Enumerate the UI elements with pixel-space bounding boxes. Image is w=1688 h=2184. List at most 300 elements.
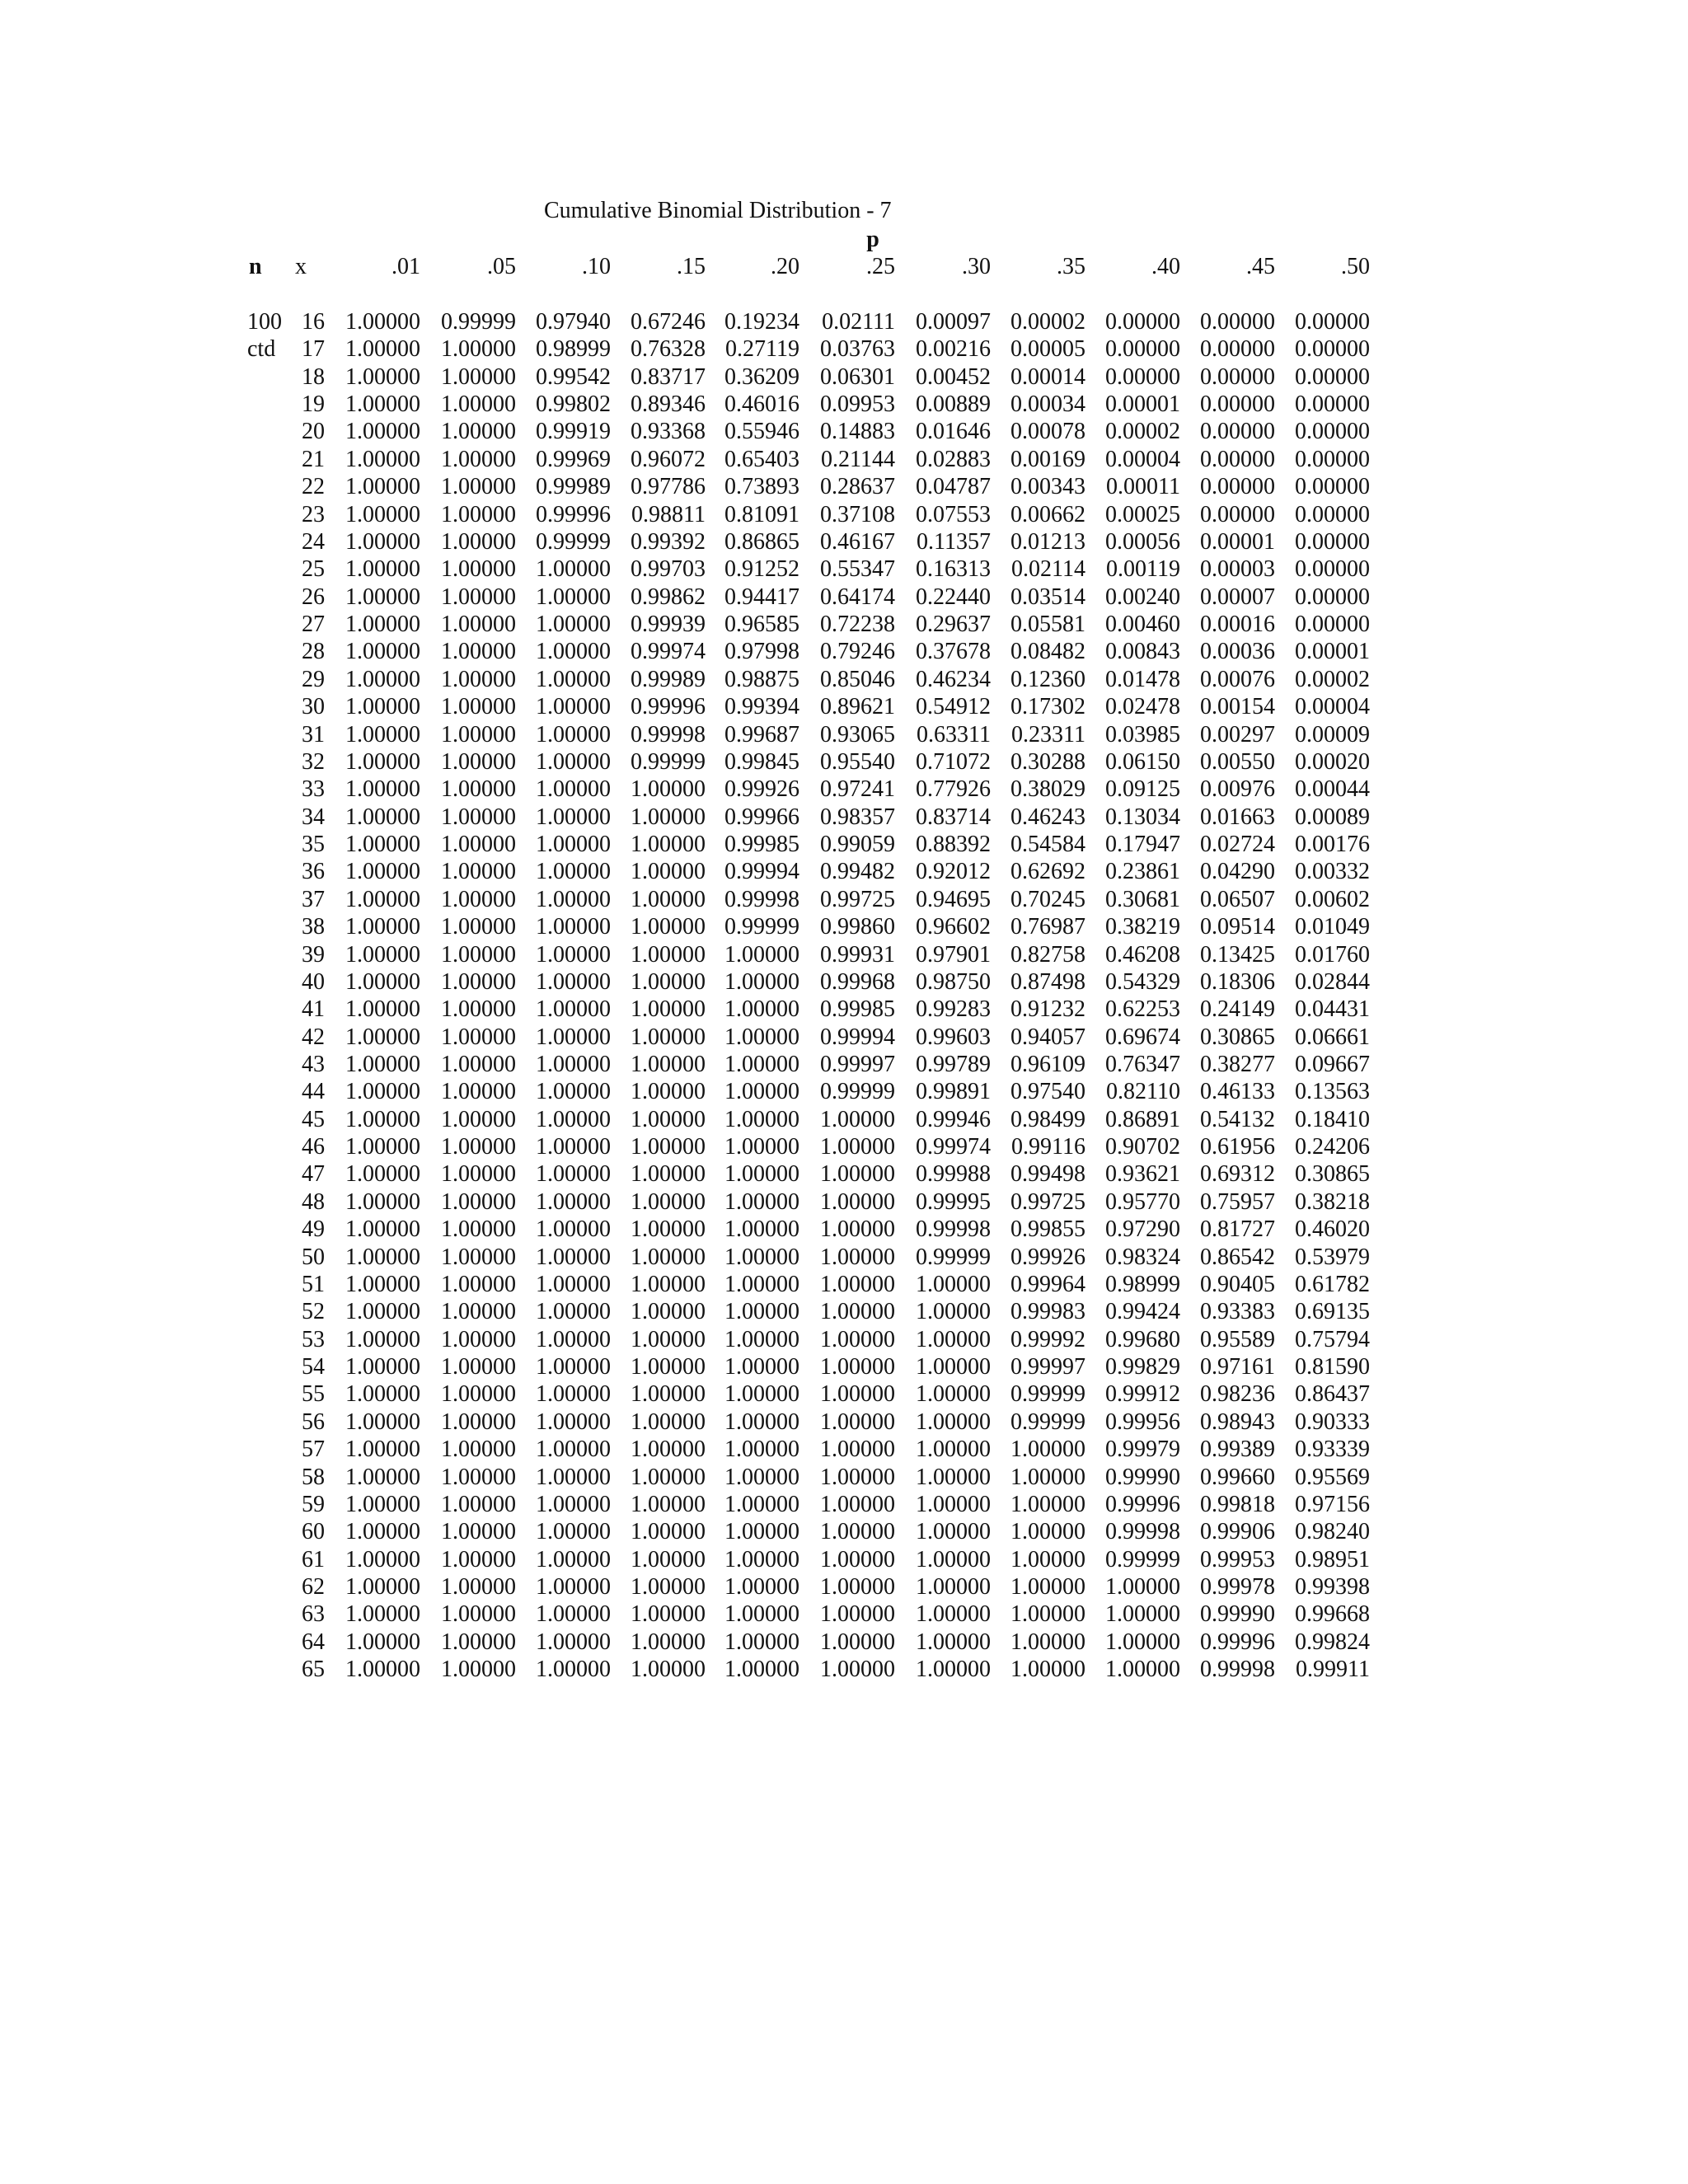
table-cell: 1.00000 — [441, 1354, 516, 1380]
table-cell: 0.00020 — [1295, 748, 1370, 775]
table-cell: 0.99687 — [724, 721, 799, 748]
table-cell: 0.06150 — [1105, 748, 1180, 775]
row-x-value: 59 — [302, 1491, 325, 1517]
table-cell: 0.46016 — [724, 391, 799, 418]
table-cell: 1.00000 — [631, 914, 706, 940]
table-cell: 1.00000 — [536, 832, 611, 858]
table-cell: 1.00000 — [441, 1299, 516, 1325]
table-cell: 0.99974 — [916, 1134, 991, 1160]
table-cell: 0.99979 — [1105, 1436, 1180, 1463]
table-cell: 0.00000 — [1200, 501, 1275, 527]
table-cell: 1.00000 — [536, 1629, 611, 1655]
table-cell: 0.18410 — [1295, 1106, 1370, 1132]
table-cell: 1.00000 — [441, 748, 516, 775]
table-cell: 1.00000 — [916, 1408, 991, 1435]
table-cell: 0.99966 — [724, 804, 799, 830]
table-cell: 0.23861 — [1105, 859, 1180, 885]
table-cell: 1.00000 — [345, 336, 420, 363]
table-cell: 1.00000 — [536, 1574, 611, 1601]
table-cell: 0.99994 — [724, 859, 799, 885]
table-cell: 1.00000 — [820, 1271, 895, 1297]
table-cell: 0.99999 — [1010, 1381, 1085, 1408]
table-cell: 0.00000 — [1105, 336, 1180, 363]
table-cell: 1.00000 — [345, 1381, 420, 1408]
table-cell: 1.00000 — [536, 639, 611, 665]
n-column-header: n — [249, 254, 262, 279]
table-cell: 0.76347 — [1105, 1051, 1180, 1077]
row-n-label: 100 — [247, 309, 282, 335]
table-cell: 0.99498 — [1010, 1161, 1085, 1188]
table-cell: 0.99912 — [1105, 1381, 1180, 1408]
table-cell: 1.00000 — [536, 1161, 611, 1188]
table-cell: 0.02724 — [1200, 832, 1275, 858]
row-x-value: 35 — [302, 832, 325, 858]
table-cell: 0.83714 — [916, 804, 991, 830]
table-cell: 0.00003 — [1200, 556, 1275, 583]
table-cell: 1.00000 — [631, 1299, 706, 1325]
table-cell: 1.00000 — [724, 996, 799, 1023]
table-cell: 1.00000 — [536, 1464, 611, 1490]
table-cell: 1.00000 — [916, 1436, 991, 1463]
table-cell: 0.81590 — [1295, 1354, 1370, 1380]
table-cell: 1.00000 — [536, 1546, 611, 1572]
table-cell: 0.00002 — [1105, 419, 1180, 445]
table-cell: 1.00000 — [345, 1546, 420, 1572]
table-cell: 0.54912 — [916, 694, 991, 720]
table-cell: 0.99983 — [1010, 1299, 1085, 1325]
row-x-value: 20 — [302, 419, 325, 445]
table-cell: 1.00000 — [441, 968, 516, 995]
table-cell: 1.00000 — [441, 941, 516, 968]
table-cell: 1.00000 — [345, 1051, 420, 1077]
table-cell: 1.00000 — [536, 1299, 611, 1325]
table-cell: 0.22440 — [916, 583, 991, 610]
table-cell: 0.99939 — [631, 612, 706, 638]
table-cell: 1.00000 — [536, 694, 611, 720]
table-cell: 0.99860 — [820, 914, 895, 940]
table-cell: 0.00000 — [1295, 474, 1370, 500]
table-cell: 1.00000 — [536, 1216, 611, 1243]
table-cell: 1.00000 — [724, 1354, 799, 1380]
table-cell: 0.00119 — [1106, 556, 1180, 583]
table-cell: 0.90702 — [1105, 1134, 1180, 1160]
row-x-value: 22 — [302, 474, 325, 500]
table-cell: 0.71072 — [916, 748, 991, 775]
table-cell: 0.99997 — [1010, 1354, 1085, 1380]
table-cell: 0.97940 — [536, 309, 611, 335]
table-cell: 1.00000 — [820, 1216, 895, 1243]
row-x-value: 16 — [302, 309, 325, 335]
table-cell: 0.24149 — [1200, 996, 1275, 1023]
table-cell: 1.00000 — [441, 721, 516, 748]
table-cell: 0.98811 — [631, 501, 706, 527]
table-cell: 1.00000 — [820, 1408, 895, 1435]
table-cell: 1.00000 — [536, 914, 611, 940]
table-cell: 0.03514 — [1010, 583, 1085, 610]
row-x-value: 29 — [302, 666, 325, 692]
table-cell: 1.00000 — [345, 748, 420, 775]
table-cell: 1.00000 — [631, 1464, 706, 1490]
table-cell: 0.99919 — [536, 419, 611, 445]
table-cell: 0.99703 — [631, 556, 706, 583]
table-cell: 0.98999 — [536, 336, 611, 363]
table-cell: 1.00000 — [536, 886, 611, 912]
table-cell: 1.00000 — [820, 1134, 895, 1160]
table-cell: 1.00000 — [724, 1051, 799, 1077]
p-header-8: .40 — [1151, 254, 1180, 279]
table-cell: 0.01213 — [1010, 528, 1085, 555]
table-cell: 0.99482 — [820, 859, 895, 885]
table-cell: 1.00000 — [1010, 1436, 1085, 1463]
table-cell: 1.00000 — [631, 886, 706, 912]
table-cell: 1.00000 — [441, 1271, 516, 1297]
table-cell: 0.06661 — [1295, 1024, 1370, 1050]
table-cell: 1.00000 — [536, 583, 611, 610]
table-cell: 0.79246 — [820, 639, 895, 665]
table-cell: 1.00000 — [536, 996, 611, 1023]
row-x-value: 52 — [302, 1299, 325, 1325]
table-cell: 0.87498 — [1010, 968, 1085, 995]
table-cell: 1.00000 — [536, 859, 611, 885]
table-cell: 1.00000 — [724, 1381, 799, 1408]
table-cell: 1.00000 — [916, 1354, 991, 1380]
row-x-value: 39 — [302, 941, 325, 968]
table-cell: 0.17947 — [1105, 832, 1180, 858]
table-cell: 1.00000 — [441, 1657, 516, 1683]
table-cell: 0.00662 — [1010, 501, 1085, 527]
table-cell: 1.00000 — [631, 832, 706, 858]
table-cell: 1.00000 — [345, 583, 420, 610]
table-cell: 0.00004 — [1295, 694, 1370, 720]
table-cell: 1.00000 — [536, 1491, 611, 1517]
table-cell: 0.04431 — [1295, 996, 1370, 1023]
table-cell: 0.93621 — [1105, 1161, 1180, 1188]
table-cell: 0.99999 — [631, 748, 706, 775]
table-cell: 1.00000 — [345, 1574, 420, 1601]
table-cell: 0.00001 — [1105, 391, 1180, 418]
row-x-value: 58 — [302, 1464, 325, 1490]
row-x-value: 50 — [302, 1244, 325, 1270]
table-cell: 1.00000 — [536, 1106, 611, 1132]
table-cell: 0.99974 — [631, 639, 706, 665]
table-cell: 1.00000 — [631, 1629, 706, 1655]
table-cell: 1.00000 — [345, 859, 420, 885]
table-cell: 1.00000 — [916, 1519, 991, 1545]
table-cell: 0.90405 — [1200, 1271, 1275, 1297]
table-cell: 0.99394 — [724, 694, 799, 720]
table-cell: 0.00332 — [1295, 859, 1370, 885]
table-cell: 0.99283 — [916, 996, 991, 1023]
table-cell: 1.00000 — [1105, 1574, 1180, 1601]
table-cell: 0.00000 — [1295, 556, 1370, 583]
table-cell: 0.99398 — [1295, 1574, 1370, 1601]
table-cell: 0.99990 — [1105, 1464, 1180, 1490]
row-x-value: 56 — [302, 1408, 325, 1435]
row-x-value: 36 — [302, 859, 325, 885]
table-cell: 0.00550 — [1200, 748, 1275, 775]
table-cell: 1.00000 — [345, 419, 420, 445]
table-cell: 0.98240 — [1295, 1519, 1370, 1545]
table-cell: 1.00000 — [820, 1657, 895, 1683]
table-cell: 1.00000 — [1010, 1657, 1085, 1683]
table-cell: 1.00000 — [441, 1161, 516, 1188]
table-cell: 0.86865 — [724, 528, 799, 555]
table-cell: 0.00169 — [1010, 446, 1085, 472]
p-header-6: .30 — [962, 254, 991, 279]
row-x-value: 53 — [302, 1326, 325, 1352]
table-cell: 0.00001 — [1200, 528, 1275, 555]
row-x-value: 65 — [302, 1657, 325, 1683]
table-cell: 0.21144 — [821, 446, 895, 472]
table-cell: 0.96109 — [1010, 1051, 1085, 1077]
table-cell: 1.00000 — [916, 1657, 991, 1683]
table-cell: 1.00000 — [345, 446, 420, 472]
table-cell: 0.99824 — [1295, 1629, 1370, 1655]
table-cell: 0.98324 — [1105, 1244, 1180, 1270]
table-cell: 0.08482 — [1010, 639, 1085, 665]
row-x-value: 34 — [302, 804, 325, 830]
table-cell: 0.53979 — [1295, 1244, 1370, 1270]
table-cell: 0.00009 — [1295, 721, 1370, 748]
table-cell: 0.89621 — [820, 694, 895, 720]
table-cell: 0.99392 — [631, 528, 706, 555]
table-cell: 1.00000 — [820, 1436, 895, 1463]
table-cell: 1.00000 — [724, 1436, 799, 1463]
row-x-value: 23 — [302, 501, 325, 527]
table-cell: 0.69135 — [1295, 1299, 1370, 1325]
table-cell: 1.00000 — [441, 694, 516, 720]
row-x-value: 45 — [302, 1106, 325, 1132]
table-cell: 1.00000 — [820, 1574, 895, 1601]
table-cell: 1.00000 — [441, 1079, 516, 1105]
table-cell: 0.00016 — [1200, 612, 1275, 638]
table-cell: 1.00000 — [631, 1519, 706, 1545]
row-x-value: 44 — [302, 1079, 325, 1105]
table-cell: 1.00000 — [820, 1244, 895, 1270]
table-cell: 0.95589 — [1200, 1326, 1275, 1352]
table-cell: 0.96072 — [631, 446, 706, 472]
table-cell: 0.99926 — [724, 776, 799, 803]
table-cell: 1.00000 — [536, 941, 611, 968]
table-cell: 1.00000 — [820, 1519, 895, 1545]
table-cell: 0.99542 — [536, 363, 611, 390]
table-cell: 1.00000 — [724, 1188, 799, 1215]
table-cell: 1.00000 — [536, 1271, 611, 1297]
table-cell: 1.00000 — [916, 1629, 991, 1655]
table-cell: 0.01663 — [1200, 804, 1275, 830]
table-cell: 1.00000 — [536, 1408, 611, 1435]
table-cell: 0.00000 — [1200, 391, 1275, 418]
table-cell: 0.00343 — [1010, 474, 1085, 500]
table-cell: 1.00000 — [536, 1601, 611, 1628]
table-cell: 0.46234 — [916, 666, 991, 692]
table-cell: 0.27119 — [725, 336, 799, 363]
table-cell: 0.36209 — [724, 363, 799, 390]
table-cell: 1.00000 — [916, 1491, 991, 1517]
table-cell: 1.00000 — [345, 1657, 420, 1683]
table-cell: 0.09514 — [1200, 914, 1275, 940]
table-cell: 1.00000 — [916, 1299, 991, 1325]
table-cell: 0.82110 — [1106, 1079, 1180, 1105]
table-cell: 0.61956 — [1200, 1134, 1275, 1160]
table-cell: 0.99424 — [1105, 1299, 1180, 1325]
table-cell: 0.13563 — [1295, 1079, 1370, 1105]
table-cell: 0.99996 — [536, 501, 611, 527]
table-cell: 0.98999 — [1105, 1271, 1180, 1297]
table-cell: 1.00000 — [724, 1546, 799, 1572]
table-cell: 1.00000 — [1010, 1464, 1085, 1490]
table-cell: 0.93339 — [1295, 1436, 1370, 1463]
table-cell: 0.99926 — [1010, 1244, 1085, 1270]
table-cell: 0.00005 — [1010, 336, 1085, 363]
table-cell: 0.54132 — [1200, 1106, 1275, 1132]
table-cell: 0.37108 — [820, 501, 895, 527]
table-cell: 0.98943 — [1200, 1408, 1275, 1435]
table-cell: 0.94057 — [1010, 1024, 1085, 1050]
table-cell: 1.00000 — [916, 1326, 991, 1352]
table-cell: 0.00000 — [1200, 419, 1275, 445]
table-cell: 0.99998 — [724, 886, 799, 912]
row-x-value: 18 — [302, 363, 325, 390]
table-cell: 1.00000 — [631, 1024, 706, 1050]
table-cell: 0.65403 — [724, 446, 799, 472]
table-cell: 0.86542 — [1200, 1244, 1275, 1270]
table-cell: 0.73893 — [724, 474, 799, 500]
x-column-header: x — [295, 254, 307, 279]
table-cell: 0.93368 — [631, 419, 706, 445]
table-cell: 0.67246 — [631, 309, 706, 335]
table-cell: 0.99988 — [916, 1161, 991, 1188]
table-cell: 0.46243 — [1010, 804, 1085, 830]
table-cell: 1.00000 — [536, 1436, 611, 1463]
table-cell: 1.00000 — [345, 474, 420, 500]
table-cell: 0.99725 — [820, 886, 895, 912]
table-cell: 1.00000 — [631, 859, 706, 885]
table-cell: 0.94417 — [724, 583, 799, 610]
table-cell: 0.64174 — [820, 583, 895, 610]
table-cell: 1.00000 — [441, 1051, 516, 1077]
table-cell: 1.00000 — [441, 612, 516, 638]
table-cell: 0.81727 — [1200, 1216, 1275, 1243]
table-cell: 1.00000 — [345, 996, 420, 1023]
table-cell: 1.00000 — [345, 666, 420, 692]
table-cell: 0.76328 — [631, 336, 706, 363]
table-cell: 1.00000 — [631, 1546, 706, 1572]
table-cell: 0.38029 — [1010, 776, 1085, 803]
table-cell: 0.38219 — [1105, 914, 1180, 940]
table-cell: 0.00000 — [1105, 309, 1180, 335]
table-cell: 1.00000 — [345, 1216, 420, 1243]
table-cell: 1.00000 — [536, 1381, 611, 1408]
row-x-value: 37 — [302, 886, 325, 912]
table-cell: 0.93065 — [820, 721, 895, 748]
table-cell: 1.00000 — [1105, 1657, 1180, 1683]
table-cell: 0.62253 — [1105, 996, 1180, 1023]
table-cell: 0.00000 — [1295, 336, 1370, 363]
table-cell: 0.02883 — [916, 446, 991, 472]
table-cell: 1.00000 — [345, 804, 420, 830]
table-cell: 1.00000 — [536, 721, 611, 748]
table-cell: 1.00000 — [536, 556, 611, 583]
row-x-value: 63 — [302, 1601, 325, 1628]
table-cell: 0.99964 — [1010, 1271, 1085, 1297]
table-cell: 1.00000 — [345, 968, 420, 995]
table-cell: 0.76987 — [1010, 914, 1085, 940]
row-x-value: 60 — [302, 1519, 325, 1545]
table-cell: 1.00000 — [441, 1381, 516, 1408]
table-cell: 1.00000 — [441, 832, 516, 858]
table-cell: 0.99953 — [1200, 1546, 1275, 1572]
p-header-2: .10 — [582, 254, 611, 279]
row-x-value: 61 — [302, 1546, 325, 1572]
table-cell: 0.75794 — [1295, 1326, 1370, 1352]
p-axis-label: p — [866, 227, 879, 252]
table-cell: 1.00000 — [441, 1464, 516, 1490]
table-cell: 0.55946 — [724, 419, 799, 445]
table-cell: 0.46208 — [1105, 941, 1180, 968]
table-cell: 0.30865 — [1200, 1024, 1275, 1050]
row-x-value: 64 — [302, 1629, 325, 1655]
row-x-value: 40 — [302, 968, 325, 995]
table-cell: 1.00000 — [441, 1134, 516, 1160]
table-cell: 0.38277 — [1200, 1051, 1275, 1077]
row-x-value: 47 — [302, 1161, 325, 1188]
table-cell: 0.99978 — [1200, 1574, 1275, 1601]
table-cell: 1.00000 — [1010, 1574, 1085, 1601]
table-cell: 1.00000 — [631, 1134, 706, 1160]
table-cell: 1.00000 — [631, 1491, 706, 1517]
table-cell: 1.00000 — [345, 1464, 420, 1490]
table-cell: 0.99996 — [1105, 1491, 1180, 1517]
table-cell: 1.00000 — [345, 1491, 420, 1517]
table-cell: 1.00000 — [345, 1024, 420, 1050]
table-cell: 1.00000 — [916, 1464, 991, 1490]
table-cell: 0.99998 — [916, 1216, 991, 1243]
p-header-9: .45 — [1246, 254, 1275, 279]
row-x-value: 24 — [302, 528, 325, 555]
table-cell: 0.97290 — [1105, 1216, 1180, 1243]
table-cell: 0.01760 — [1295, 941, 1370, 968]
table-cell: 1.00000 — [631, 1657, 706, 1683]
table-cell: 0.01478 — [1105, 666, 1180, 692]
table-cell: 1.00000 — [1105, 1601, 1180, 1628]
table-cell: 0.00000 — [1200, 309, 1275, 335]
table-cell: 1.00000 — [345, 309, 420, 335]
table-cell: 0.86891 — [1105, 1106, 1180, 1132]
table-cell: 1.00000 — [441, 419, 516, 445]
table-cell: 0.00089 — [1295, 804, 1370, 830]
table-cell: 0.99906 — [1200, 1519, 1275, 1545]
p-header-1: .05 — [487, 254, 516, 279]
row-x-value: 28 — [302, 639, 325, 665]
table-cell: 0.00460 — [1105, 612, 1180, 638]
table-cell: 0.00002 — [1295, 666, 1370, 692]
table-cell: 0.00078 — [1010, 419, 1085, 445]
table-cell: 0.70245 — [1010, 886, 1085, 912]
table-cell: 1.00000 — [536, 666, 611, 692]
table-cell: 0.99995 — [916, 1188, 991, 1215]
table-cell: 1.00000 — [345, 1134, 420, 1160]
table-cell: 0.00000 — [1295, 501, 1370, 527]
table-cell: 0.99998 — [1200, 1657, 1275, 1683]
table-cell: 0.29637 — [916, 612, 991, 638]
table-cell: 1.00000 — [536, 1657, 611, 1683]
table-cell: 0.38218 — [1295, 1188, 1370, 1215]
table-cell: 0.91232 — [1010, 996, 1085, 1023]
table-cell: 1.00000 — [536, 1024, 611, 1050]
table-cell: 1.00000 — [820, 1326, 895, 1352]
table-cell: 1.00000 — [1010, 1546, 1085, 1572]
